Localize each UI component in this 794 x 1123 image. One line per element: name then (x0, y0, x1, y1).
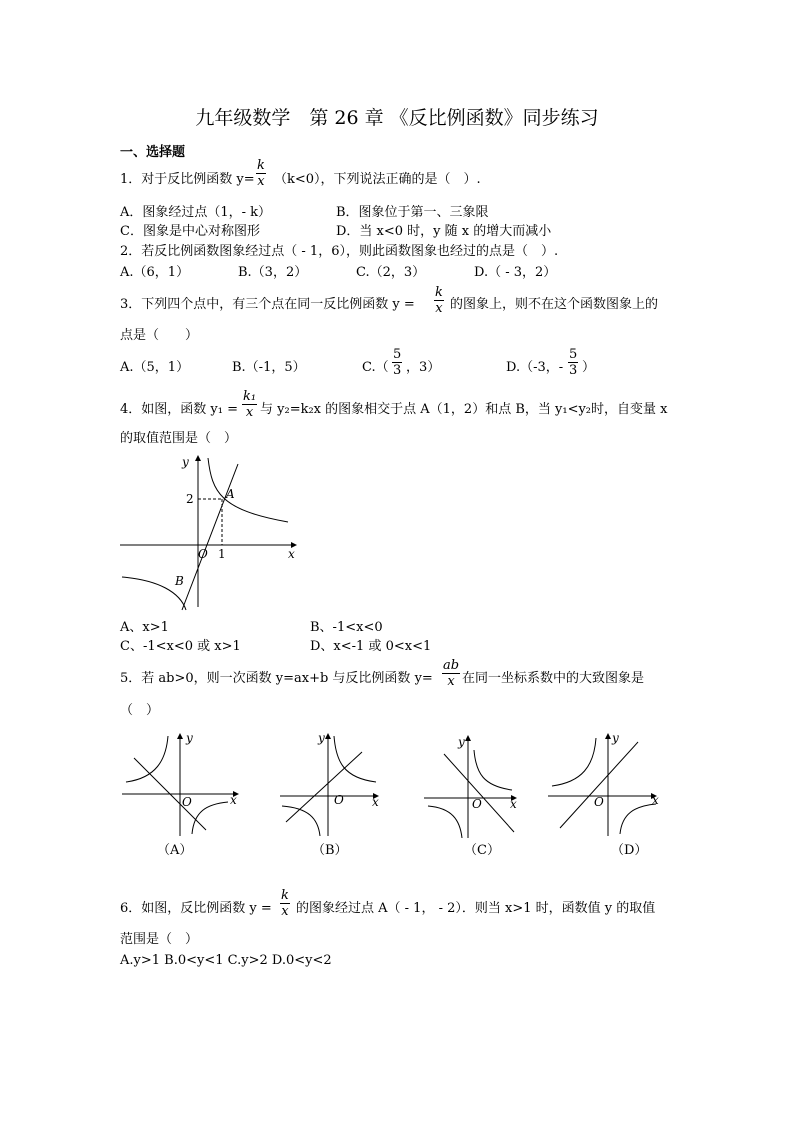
q1-frac-den: x (257, 174, 265, 189)
q5-graph-c (424, 730, 546, 840)
q6-stem-pre: 6．如图，反比例函数 y = (120, 901, 272, 916)
q5c-hyperbola-2 (428, 806, 462, 838)
q3-fraction (434, 285, 444, 316)
q3-option-c-post: ，3） (406, 360, 441, 375)
q3-frac-den: x (435, 301, 443, 316)
q3-d-num: 5 (569, 347, 578, 362)
q5-graph-b (280, 730, 402, 840)
q1-stem-pre: 1．对于反比例函数 y= (120, 172, 255, 187)
q5b-origin: O (334, 793, 344, 807)
q4-fraction (242, 389, 257, 420)
q4-option-b: B、-1<x<0 (310, 620, 383, 635)
q5a-x-label: x (230, 793, 237, 807)
q3-frac-num: k (435, 285, 443, 300)
q3-option-d-fraction (568, 347, 578, 378)
section-heading: 一、选择题 (120, 145, 186, 160)
q2-option-d: D.（ - 3，2） (474, 265, 557, 280)
q1-stem-post: （k<0），下列说法正确的是（ ）. (274, 172, 481, 187)
q1-option-d: D．当 x<0 时，y 随 x 的增大而减小 (336, 224, 552, 239)
q5c-origin: O (472, 797, 482, 811)
q6-stem-line2: 范围是（ ） (120, 932, 199, 947)
q4-graph (118, 452, 308, 612)
q3-option-c-pre: C.（ (362, 360, 389, 375)
q5b-line (286, 752, 362, 822)
q4-point-a: A (226, 487, 235, 501)
q5-graph-a (122, 730, 244, 840)
q5c-x-label: x (510, 797, 517, 811)
q3-d-den: 3 (569, 363, 578, 378)
q5-frac-den: x (442, 673, 460, 689)
q3-option-a: A.（5，1） (120, 360, 190, 375)
q6-stem-post: 的图象经过点 A（ - 1， - 2）．则当 x>1 时，函数值 y 的取值 (296, 901, 656, 916)
q5a-hyperbola-1 (126, 736, 168, 782)
q1-frac-num: k (257, 158, 265, 173)
q5-stem-post: 在同一坐标系数中的大致图象是 (462, 671, 645, 686)
q4-stem-pre: 4．如图，函数 y₁ = (120, 402, 238, 417)
q1-option-c: C．图象是中心对称图形 (120, 224, 260, 239)
q1-option-b: B．图象位于第一、三象限 (336, 205, 489, 220)
q4-hyperbola-branch-1 (208, 458, 288, 522)
q5-stem-pre: 5．若 ab>0，则一次函数 y=ax+b 与反比例函数 y= (120, 671, 433, 686)
q1-fraction (256, 158, 266, 189)
q3-c-den: 3 (393, 363, 402, 378)
q6-frac-den: x (281, 904, 289, 919)
page-title: 九年级数学 第 26 章 《反比例函数》同步练习 (195, 107, 599, 129)
q5-frac-num: ab (443, 658, 460, 673)
q5-label-a: （A） (157, 843, 193, 858)
q5c-y-label: y (458, 735, 465, 749)
q3-option-c-fraction (392, 347, 402, 378)
q5-stem-line2: （ ） (120, 703, 160, 718)
q4-x-label: x (288, 547, 295, 561)
q5d-line (560, 742, 638, 828)
q3-stem-line2: 点是（ ） (120, 328, 199, 343)
q3-option-d-post: ） (582, 360, 596, 375)
q4-option-a: A、x>1 (120, 620, 169, 635)
q4-origin-label: O (198, 547, 208, 561)
q4-line-y2 (182, 464, 238, 610)
q5c-line (444, 754, 514, 832)
q5-label-c: （C） (464, 843, 500, 858)
q4-frac-den: x (242, 404, 257, 420)
q2-stem: 2．若反比例函数图象经过点（ - 1，6），则此函数图象也经过的点是（ ）. (120, 244, 559, 259)
q3-stem-pre: 3．下列四个点中，有三个点在同一反比例函数 y = (120, 297, 415, 312)
q3-option-d-pre: D.（-3，- (506, 360, 564, 375)
q5a-origin: O (182, 795, 192, 809)
q5b-y-label: y (318, 731, 325, 745)
q5-label-d: （D） (611, 843, 648, 858)
q5-label-b: （B） (312, 843, 348, 858)
q3-option-b: B.（-1，5） (232, 360, 306, 375)
q5-fraction (442, 658, 460, 689)
q4-point-b: B (175, 574, 184, 588)
q6-options: A.y>1 B.0<y<1 C.y>2 D.0<y<2 (120, 953, 332, 968)
q5d-hyperbola-2 (620, 804, 656, 834)
q1-option-a: A．图象经过点（1，- k） (120, 205, 272, 220)
q5d-x-label: x (652, 793, 659, 807)
q2-option-b: B.（3，2） (238, 265, 308, 280)
q5a-hyperbola-2 (192, 802, 228, 834)
q4-y-label: y (182, 455, 189, 469)
q5d-hyperbola-1 (552, 738, 596, 786)
q2-option-c: C.（2，3） (356, 265, 426, 280)
q5c-hyperbola-1 (474, 750, 512, 790)
q4-option-c: C、-1<x<0 或 x>1 (120, 639, 241, 654)
q5-graph-d (548, 730, 672, 840)
q5b-x-label: x (372, 795, 379, 809)
q4-frac-num: k₁ (243, 389, 257, 404)
q3-stem-post: 的图象上，则不在这个函数图象上的 (450, 297, 659, 312)
q6-fraction (280, 888, 290, 919)
q5a-y-label: y (186, 731, 193, 745)
q5d-origin: O (594, 795, 604, 809)
q4-tick-1: 1 (218, 547, 226, 561)
q2-option-a: A.（6，1） (120, 265, 190, 280)
q6-frac-num: k (281, 888, 289, 903)
q4-stem-post: 与 y₂=k₂x 的图象相交于点 A（1，2）和点 B，当 y₁<y₂时，自变量 x (260, 402, 668, 417)
q5d-y-label: y (612, 731, 619, 745)
q4-option-d: D、x<-1 或 0<x<1 (310, 639, 432, 654)
q4-tick-2: 2 (186, 492, 194, 506)
q4-stem-line2: 的取值范围是（ ） (120, 431, 238, 446)
q3-c-num: 5 (393, 347, 402, 362)
